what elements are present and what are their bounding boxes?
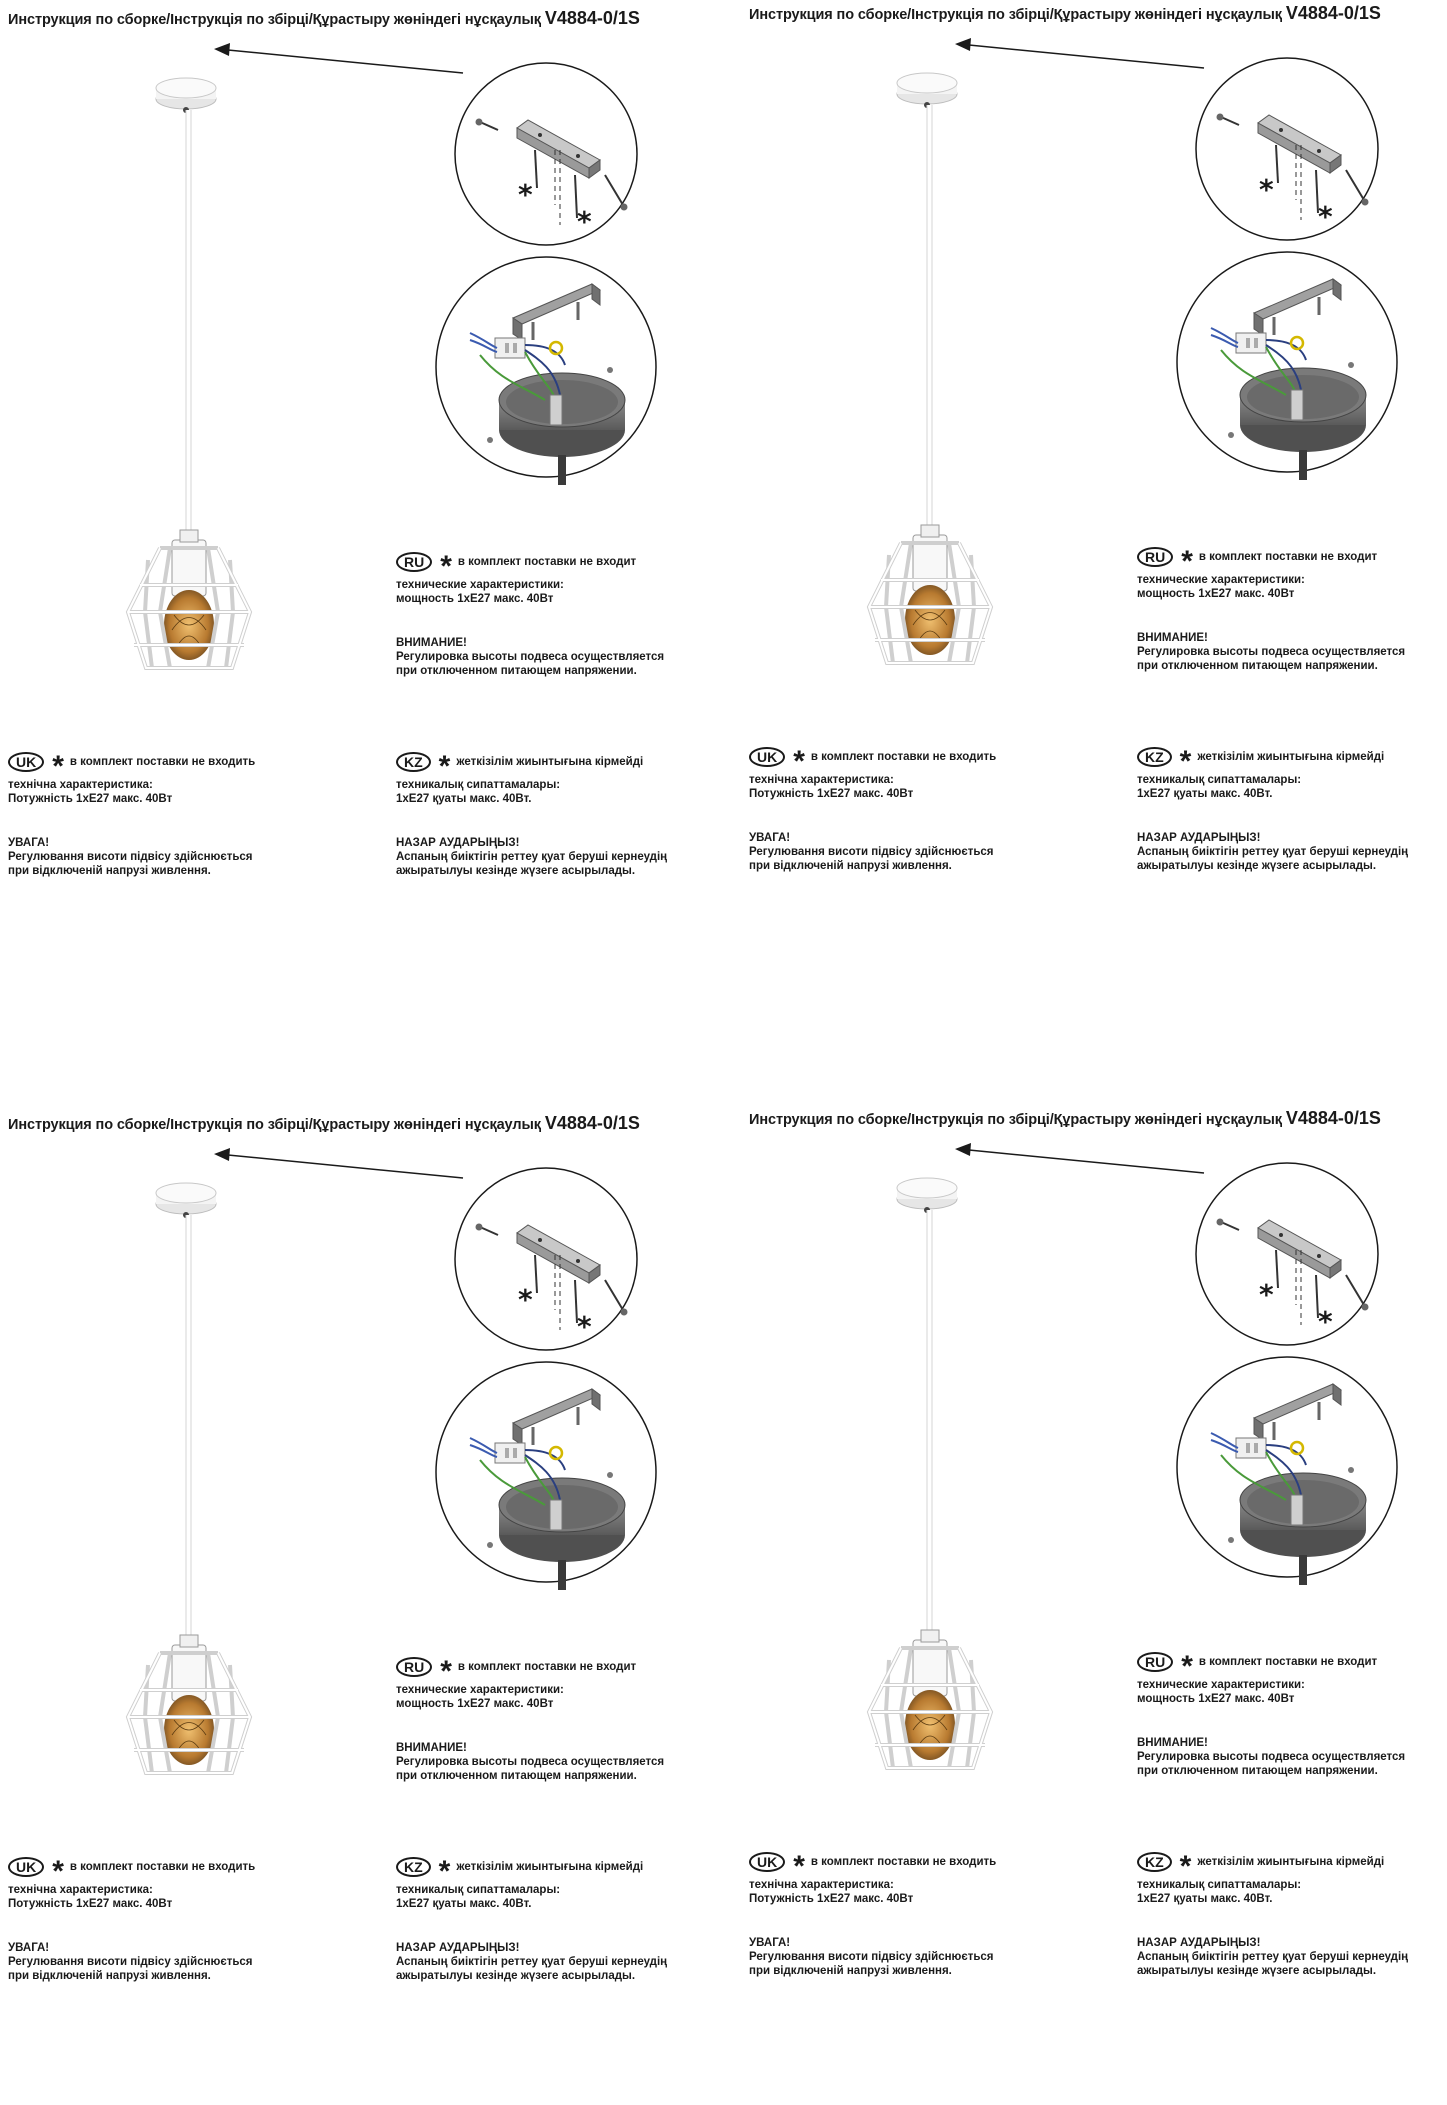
instruction-panel-1 (0, 0, 723, 1000)
instruction-panel-3 (0, 1105, 723, 2105)
kz-warning-title: НАЗАР АУДАРЫҢЫЗ! (1137, 1937, 1261, 1949)
ru-specs-value: мощность 1хЕ27 макс. 40Вт (1137, 1693, 1295, 1705)
kz-not-included: жеткізілім жиынтығына кірмейді (1197, 751, 1385, 763)
ru-language-badge: RU (1137, 547, 1173, 567)
uk-section (749, 747, 996, 873)
kz-section (1137, 1852, 1408, 1978)
uk-language-badge: UK (8, 752, 44, 772)
terminal-block (1236, 333, 1266, 353)
kz-specs-value: 1хЕ27 қуаты макс. 40Вт. (1137, 788, 1273, 800)
kz-not-included: жеткізілім жиынтығына кірмейді (1197, 1856, 1385, 1868)
uk-warning-line2: при відключеній напрузі живлення. (8, 1970, 211, 1982)
not-included-star: * (52, 1855, 64, 1888)
ru-not-included: в комплект поставки не входит (1198, 551, 1378, 563)
ceiling-canopy (897, 73, 957, 108)
uk-warning-title: УВАГА! (749, 1937, 791, 1949)
kz-section (1137, 747, 1408, 873)
ru-warning-title: ВНИМАНИЕ! (1137, 1737, 1208, 1749)
cage-pendant-lamp (869, 525, 991, 663)
kz-warning-line2: ажыратылуы кезінде жүзеге асырылады. (396, 1970, 636, 1982)
kz-not-included: жеткізілім жиынтығына кірмейді (456, 1861, 644, 1873)
not-included-star: * (1179, 1850, 1192, 1883)
ru-warning-line1: Регулировка высоты подвеса осуществляется (396, 1756, 665, 1768)
kz-warning-line1: Аспаның биіктігін реттеу қуат беруші кернеудің (1137, 846, 1409, 858)
kz-section (396, 752, 667, 878)
ru-specs-label: технические характеристики: (1137, 574, 1305, 586)
uk-specs-value: Потужність 1хЕ27 макс. 40Вт (8, 793, 173, 805)
ru-warning-line1: Регулировка высоты подвеса осуществляется (1137, 1751, 1406, 1763)
uk-language-badge: UK (749, 747, 785, 767)
detail-circle-wiring (1177, 252, 1397, 480)
ru-specs-value: мощность 1хЕ27 макс. 40Вт (396, 593, 554, 605)
model-number: V4884-0/1S (1285, 1108, 1381, 1128)
pointer-arrow (955, 1143, 1204, 1173)
kz-language-badge: KZ (396, 1857, 431, 1877)
uk-specs-label: технічна характеристика: (749, 774, 894, 786)
not-included-star: * (438, 750, 451, 783)
kz-specs-label: техникалық сипаттамалары: (1137, 1879, 1302, 1891)
ru-language-badge: RU (396, 1657, 432, 1677)
kz-warning-line2: ажыратылуы кезінде жүзеге асырылады. (1137, 1965, 1377, 1977)
ru-section (1137, 547, 1405, 673)
terminal-block (495, 1443, 525, 1463)
uk-warning-title: УВАГА! (749, 832, 791, 844)
ceiling-canopy (156, 1183, 216, 1218)
kz-not-included: жеткізілім жиынтығына кірмейді (456, 756, 644, 768)
ru-section (396, 552, 664, 678)
uk-warning-line1: Регулювання висоти підвісу здійснюється (749, 1951, 994, 1963)
cage-pendant-lamp (128, 530, 250, 668)
ru-warning-line1: Регулировка высоты подвеса осуществляется (1137, 646, 1406, 658)
not-included-star-mark: * (577, 1310, 592, 1343)
terminal-block (1236, 1438, 1266, 1458)
uk-warning-line1: Регулювання висоти підвісу здійснюється (8, 1956, 253, 1968)
kz-warning-title: НАЗАР АУДАРЫҢЫЗ! (396, 1942, 520, 1954)
ru-warning-line2: при отключенном питающем напряжении. (396, 665, 637, 677)
ceiling-canopy (156, 78, 216, 113)
detail-circle-wiring (436, 257, 656, 485)
kz-specs-label: техникалық сипаттамалары: (1137, 774, 1302, 786)
model-number: V4884-0/1S (1285, 3, 1381, 23)
kz-warning-line1: Аспаның биіктігін реттеу қуат беруші кернеудің (396, 1956, 668, 1968)
ru-not-included: в комплект поставки не входит (457, 1661, 637, 1673)
model-number: V4884-0/1S (544, 1113, 640, 1133)
uk-specs-value: Потужність 1хЕ27 макс. 40Вт (8, 1898, 173, 1910)
not-included-star-mark: * (1318, 1305, 1333, 1338)
detail-circle-bracket (455, 1168, 637, 1350)
kz-section (396, 1857, 667, 1983)
not-included-star-mark: * (518, 1283, 533, 1316)
uk-language-badge: UK (749, 1852, 785, 1872)
cage-pendant-lamp (869, 1630, 991, 1768)
not-included-star: * (1179, 745, 1192, 778)
detail-circle-bracket (1196, 58, 1378, 240)
uk-warning-title: УВАГА! (8, 1942, 50, 1954)
uk-section (8, 752, 255, 878)
uk-warning-line1: Регулювання висоти підвісу здійснюється (749, 846, 994, 858)
uk-not-included: в комплект поставки не входить (810, 1856, 997, 1868)
detail-circle-bracket (1196, 1163, 1378, 1345)
uk-language-badge: UK (8, 1857, 44, 1877)
not-included-star: * (438, 1855, 451, 1888)
ru-warning-title: ВНИМАНИЕ! (1137, 632, 1208, 644)
uk-specs-label: технічна характеристика: (8, 1884, 153, 1896)
instruction-panel-4 (741, 1100, 1447, 2100)
ru-section (1137, 1652, 1405, 1778)
ru-specs-value: мощность 1хЕ27 макс. 40Вт (1137, 588, 1295, 600)
not-included-star: * (793, 745, 805, 778)
ceiling-canopy (897, 1178, 957, 1213)
not-included-star: * (1181, 545, 1193, 578)
not-included-star-mark: * (1318, 200, 1333, 233)
uk-specs-value: Потужність 1хЕ27 макс. 40Вт (749, 1893, 914, 1905)
pointer-arrow (214, 1148, 463, 1178)
uk-not-included: в комплект поставки не входить (810, 751, 997, 763)
ru-warning-line2: при отключенном питающем напряжении. (1137, 1765, 1378, 1777)
uk-specs-value: Потужність 1хЕ27 макс. 40Вт (749, 788, 914, 800)
kz-language-badge: KZ (396, 752, 431, 772)
uk-warning-title: УВАГА! (8, 837, 50, 849)
ru-specs-label: технические характеристики: (1137, 1679, 1305, 1691)
kz-specs-value: 1хЕ27 қуаты макс. 40Вт. (396, 793, 532, 805)
uk-section (8, 1857, 255, 1983)
ru-language-badge: RU (396, 552, 432, 572)
not-included-star: * (52, 750, 64, 783)
ru-warning-line2: при отключенном питающем напряжении. (1137, 660, 1378, 672)
ru-not-included: в комплект поставки не входит (457, 556, 637, 568)
not-included-star-mark: * (518, 178, 533, 211)
detail-circle-wiring (436, 1362, 656, 1590)
pointer-arrow (214, 43, 463, 73)
uk-not-included: в комплект поставки не входить (69, 756, 256, 768)
ru-warning-line2: при отключенном питающем напряжении. (396, 1770, 637, 1782)
uk-warning-line2: при відключеній напрузі живлення. (749, 1965, 952, 1977)
ru-not-included: в комплект поставки не входит (1198, 1656, 1378, 1668)
kz-warning-line2: ажыратылуы кезінде жүзеге асырылады. (396, 865, 636, 877)
kz-warning-title: НАЗАР АУДАРЫҢЫЗ! (396, 837, 520, 849)
model-number: V4884-0/1S (544, 8, 640, 28)
kz-warning-line1: Аспаның биіктігін реттеу қуат беруші кернеудің (396, 851, 668, 863)
detail-circle-bracket (455, 63, 637, 245)
uk-specs-label: технічна характеристика: (8, 779, 153, 791)
ru-warning-title: ВНИМАНИЕ! (396, 1742, 467, 1754)
kz-specs-value: 1хЕ27 қуаты макс. 40Вт. (396, 1898, 532, 1910)
kz-specs-label: техникалық сипаттамалары: (396, 1884, 561, 1896)
kz-language-badge: KZ (1137, 747, 1172, 767)
uk-specs-label: технічна характеристика: (749, 1879, 894, 1891)
ru-specs-label: технические характеристики: (396, 1684, 564, 1696)
uk-not-included: в комплект поставки не входить (69, 1861, 256, 1873)
pointer-arrow (955, 38, 1204, 68)
cage-pendant-lamp (128, 1635, 250, 1773)
kz-specs-value: 1хЕ27 қуаты макс. 40Вт. (1137, 1893, 1273, 1905)
ru-specs-value: мощность 1хЕ27 макс. 40Вт (396, 1698, 554, 1710)
kz-warning-line2: ажыратылуы кезінде жүзеге асырылады. (1137, 860, 1377, 872)
panel-title-text: Инструкция по сборке/Інструкція по збірці/Құрастыру жөніндегі нұсқаулық (749, 7, 1282, 23)
not-included-star: * (440, 550, 452, 583)
not-included-star-mark: * (1259, 173, 1274, 206)
uk-warning-line2: при відключеній напрузі живлення. (8, 865, 211, 877)
panel-title-text: Инструкция по сборке/Інструкція по збірці/Құрастыру жөніндегі нұсқаулық (8, 1117, 541, 1133)
ru-warning-title: ВНИМАНИЕ! (396, 637, 467, 649)
ru-language-badge: RU (1137, 1652, 1173, 1672)
ru-section (396, 1657, 664, 1783)
not-included-star: * (440, 1655, 452, 1688)
kz-specs-label: техникалық сипаттамалары: (396, 779, 561, 791)
instruction-panel-2 (741, 0, 1447, 995)
terminal-block (495, 338, 525, 358)
not-included-star-mark: * (1259, 1278, 1274, 1311)
ru-specs-label: технические характеристики: (396, 579, 564, 591)
uk-warning-line2: при відключеній напрузі живлення. (749, 860, 952, 872)
panel-title-text: Инструкция по сборке/Інструкція по збірці/Құрастыру жөніндегі нұсқаулық (749, 1112, 1282, 1128)
ru-warning-line1: Регулировка высоты подвеса осуществляется (396, 651, 665, 663)
kz-warning-title: НАЗАР АУДАРЫҢЫЗ! (1137, 832, 1261, 844)
kz-warning-line1: Аспаның биіктігін реттеу қуат беруші кернеудің (1137, 1951, 1409, 1963)
kz-language-badge: KZ (1137, 1852, 1172, 1872)
not-included-star: * (793, 1850, 805, 1883)
uk-section (749, 1852, 996, 1978)
panel-title-text: Инструкция по сборке/Інструкція по збірці/Құрастыру жөніндегі нұсқаулық (8, 12, 541, 28)
uk-warning-line1: Регулювання висоти підвісу здійснюється (8, 851, 253, 863)
not-included-star: * (1181, 1650, 1193, 1683)
not-included-star-mark: * (577, 205, 592, 238)
detail-circle-wiring (1177, 1357, 1397, 1585)
